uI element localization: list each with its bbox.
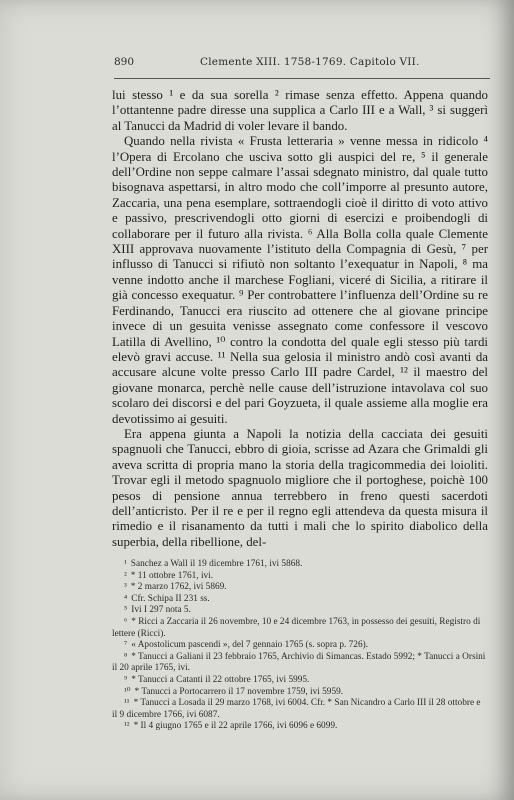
footnote-number: ²	[124, 570, 127, 581]
footnote	[112, 617, 488, 640]
footnote	[112, 675, 488, 687]
footnote-number: ⁵	[124, 605, 128, 616]
running-header	[114, 56, 490, 70]
footnote-number: ¹²	[124, 721, 130, 732]
footnote-number: ¹¹	[124, 698, 130, 709]
footnote	[112, 652, 488, 675]
footnote	[112, 582, 488, 594]
footnote-number: ³	[124, 582, 127, 593]
paragraph-2: Quando nella rivista « Frusta letteraria » venne messa in ridicolo ⁴ l’Opera di Ercolano che usciva sotto gli auspici del re, ⁵ il generale dell’Ordine non seppe calmare l’assai sdegnato ministro, dal quale tutto bisognava aspettarsi, in altro modo che coll’imporre al presunto autore, Zaccaria, una pena esemplare, sottraendogli cioè il diritto di voto attivo e passivo, prescrivendogli otto giorni di esercizi e proibendogli di collaborare per il futuro alla rivista. ⁶ Alla Bolla colla quale Clemente XIII approvava nuovamente l’istituto della Compagnia di Gesù, ⁷ per influsso di Tanucci si rifiutò non soltanto l’exequatur in Napoli, ⁸ ma venne indotto anche il marchese Fogliani, viceré di Sicilia, a ritirare il già concesso exequatur. ⁹ Per controbattere l’influenza dell’Ordine su re Ferdinando, Tanucci era riuscito ad ottenere che al giovane principe invece di un gesuita venisse assegnato come confessore il vescovo Latilla di Avellino, ¹⁰ contro la condotta del quale egli stesso più tardi elevò gravi accuse. ¹¹ Nella sua gelosia il ministro andò così avanti da accusare alcune volte presso Carlo III padre Cardel, ¹² il maestro del giovane monarca, perchè nelle cause dell’istruzione intavolava col suo scolaro dei discorsi e del pari Goyzueta, il quale assieme alla moglie era devotissimo ai gesuiti.	[112, 134, 488, 426]
footnote-text: * Tanucci a Galiani il 23 febbraio 1765, Archivio di Simancas. Estado 5992; * Tanucci a Orsini il 20 aprile 1765, ivi.	[112, 651, 486, 674]
footnote-text: * 11 ottobre 1761, ivi.	[130, 570, 214, 581]
footnote-text: * Il 4 giugno 1765 e il 22 aprile 1766, ivi 6096 e 6099.	[133, 721, 338, 732]
footnote-text: * Tanucci a Losada il 29 marzo 1768, ivi 6004. Cfr. * San Nicandro a Carlo III il 28 ottobre e il 9 dicembre 1766, ivi 6087.	[112, 698, 481, 720]
footnote-number: ¹	[124, 559, 127, 569]
footnote-text: Ivi I 297 nota 5.	[131, 605, 191, 616]
paragraph-1: lui stesso ¹ e da sua sorella ² rimase senza effetto. Appena quando l’ottantenne padre diresse una supplica a Carlo III e a Wall, ³ si suggerì al Tanucci da Madrid di voler levare il bando.	[112, 88, 488, 133]
footnotes	[112, 559, 488, 733]
footnote-number: ⁶	[124, 616, 128, 627]
header-rule	[114, 78, 490, 79]
footnote-number: ⁴	[124, 593, 128, 604]
footnote	[112, 594, 488, 606]
footnote	[112, 698, 488, 721]
footnote-text: * 2 marzo 1762, ivi 5869.	[130, 582, 227, 593]
footnote-number: ⁸	[124, 651, 128, 662]
page-number: 890	[114, 56, 135, 68]
footnote	[112, 605, 488, 617]
footnote-text: * Tanucci a Catanti il 22 ottobre 1765, ivi 5995.	[131, 674, 310, 685]
paragraph-3: Era appena giunta a Napoli la notizia della cacciata dei gesuiti spagnuoli che Tanucci, ebbro di gioia, scrisse ad Azara che Grimaldi gli aveva scritta di propria mano la storia della tragicommedia dei loioliti. Trovar egli il metodo spagnuolo migliore che il portoghese, poichè 100 pesos di pensione annua terrebbero in freno questi sacerdoti dell’anticristo. Per il re e per il regno egli attendeva da questa misura il rimedio e il risanamento da tutti i mali che lo spirito diabolico della superbia, della ribellione, del-	[112, 426, 488, 549]
footnote-text: « Apostolicum pascendi », del 7 gennaio 1765 (s. sopra p. 726).	[131, 640, 369, 651]
running-title: Clemente XIII. 1758-1769. Capitolo VII.	[200, 56, 420, 68]
footnote-text: Sanchez a Wall il 19 dicembre 1761, ivi 5868.	[130, 559, 303, 569]
footnote-text: Cfr. Schipa II 231 ss.	[131, 593, 210, 604]
main-text	[112, 88, 488, 550]
footnote-number: ⁷	[124, 640, 128, 651]
footnote	[112, 687, 488, 699]
footnote	[112, 559, 488, 571]
footnote-text: * Ricci a Zaccaria il 26 novembre, 10 e 24 dicembre 1763, in possesso dei gesuiti, Registro di lettere (Ricci).	[112, 616, 481, 639]
footnote-number: ¹⁰	[124, 686, 131, 697]
footnote	[112, 640, 488, 652]
footnote	[112, 721, 488, 733]
footnote	[112, 571, 488, 583]
footnote-number: ⁹	[124, 674, 128, 685]
footnote-text: * Tanucci a Portocarrero il 17 novembre 1759, ivi 5959.	[134, 686, 344, 697]
